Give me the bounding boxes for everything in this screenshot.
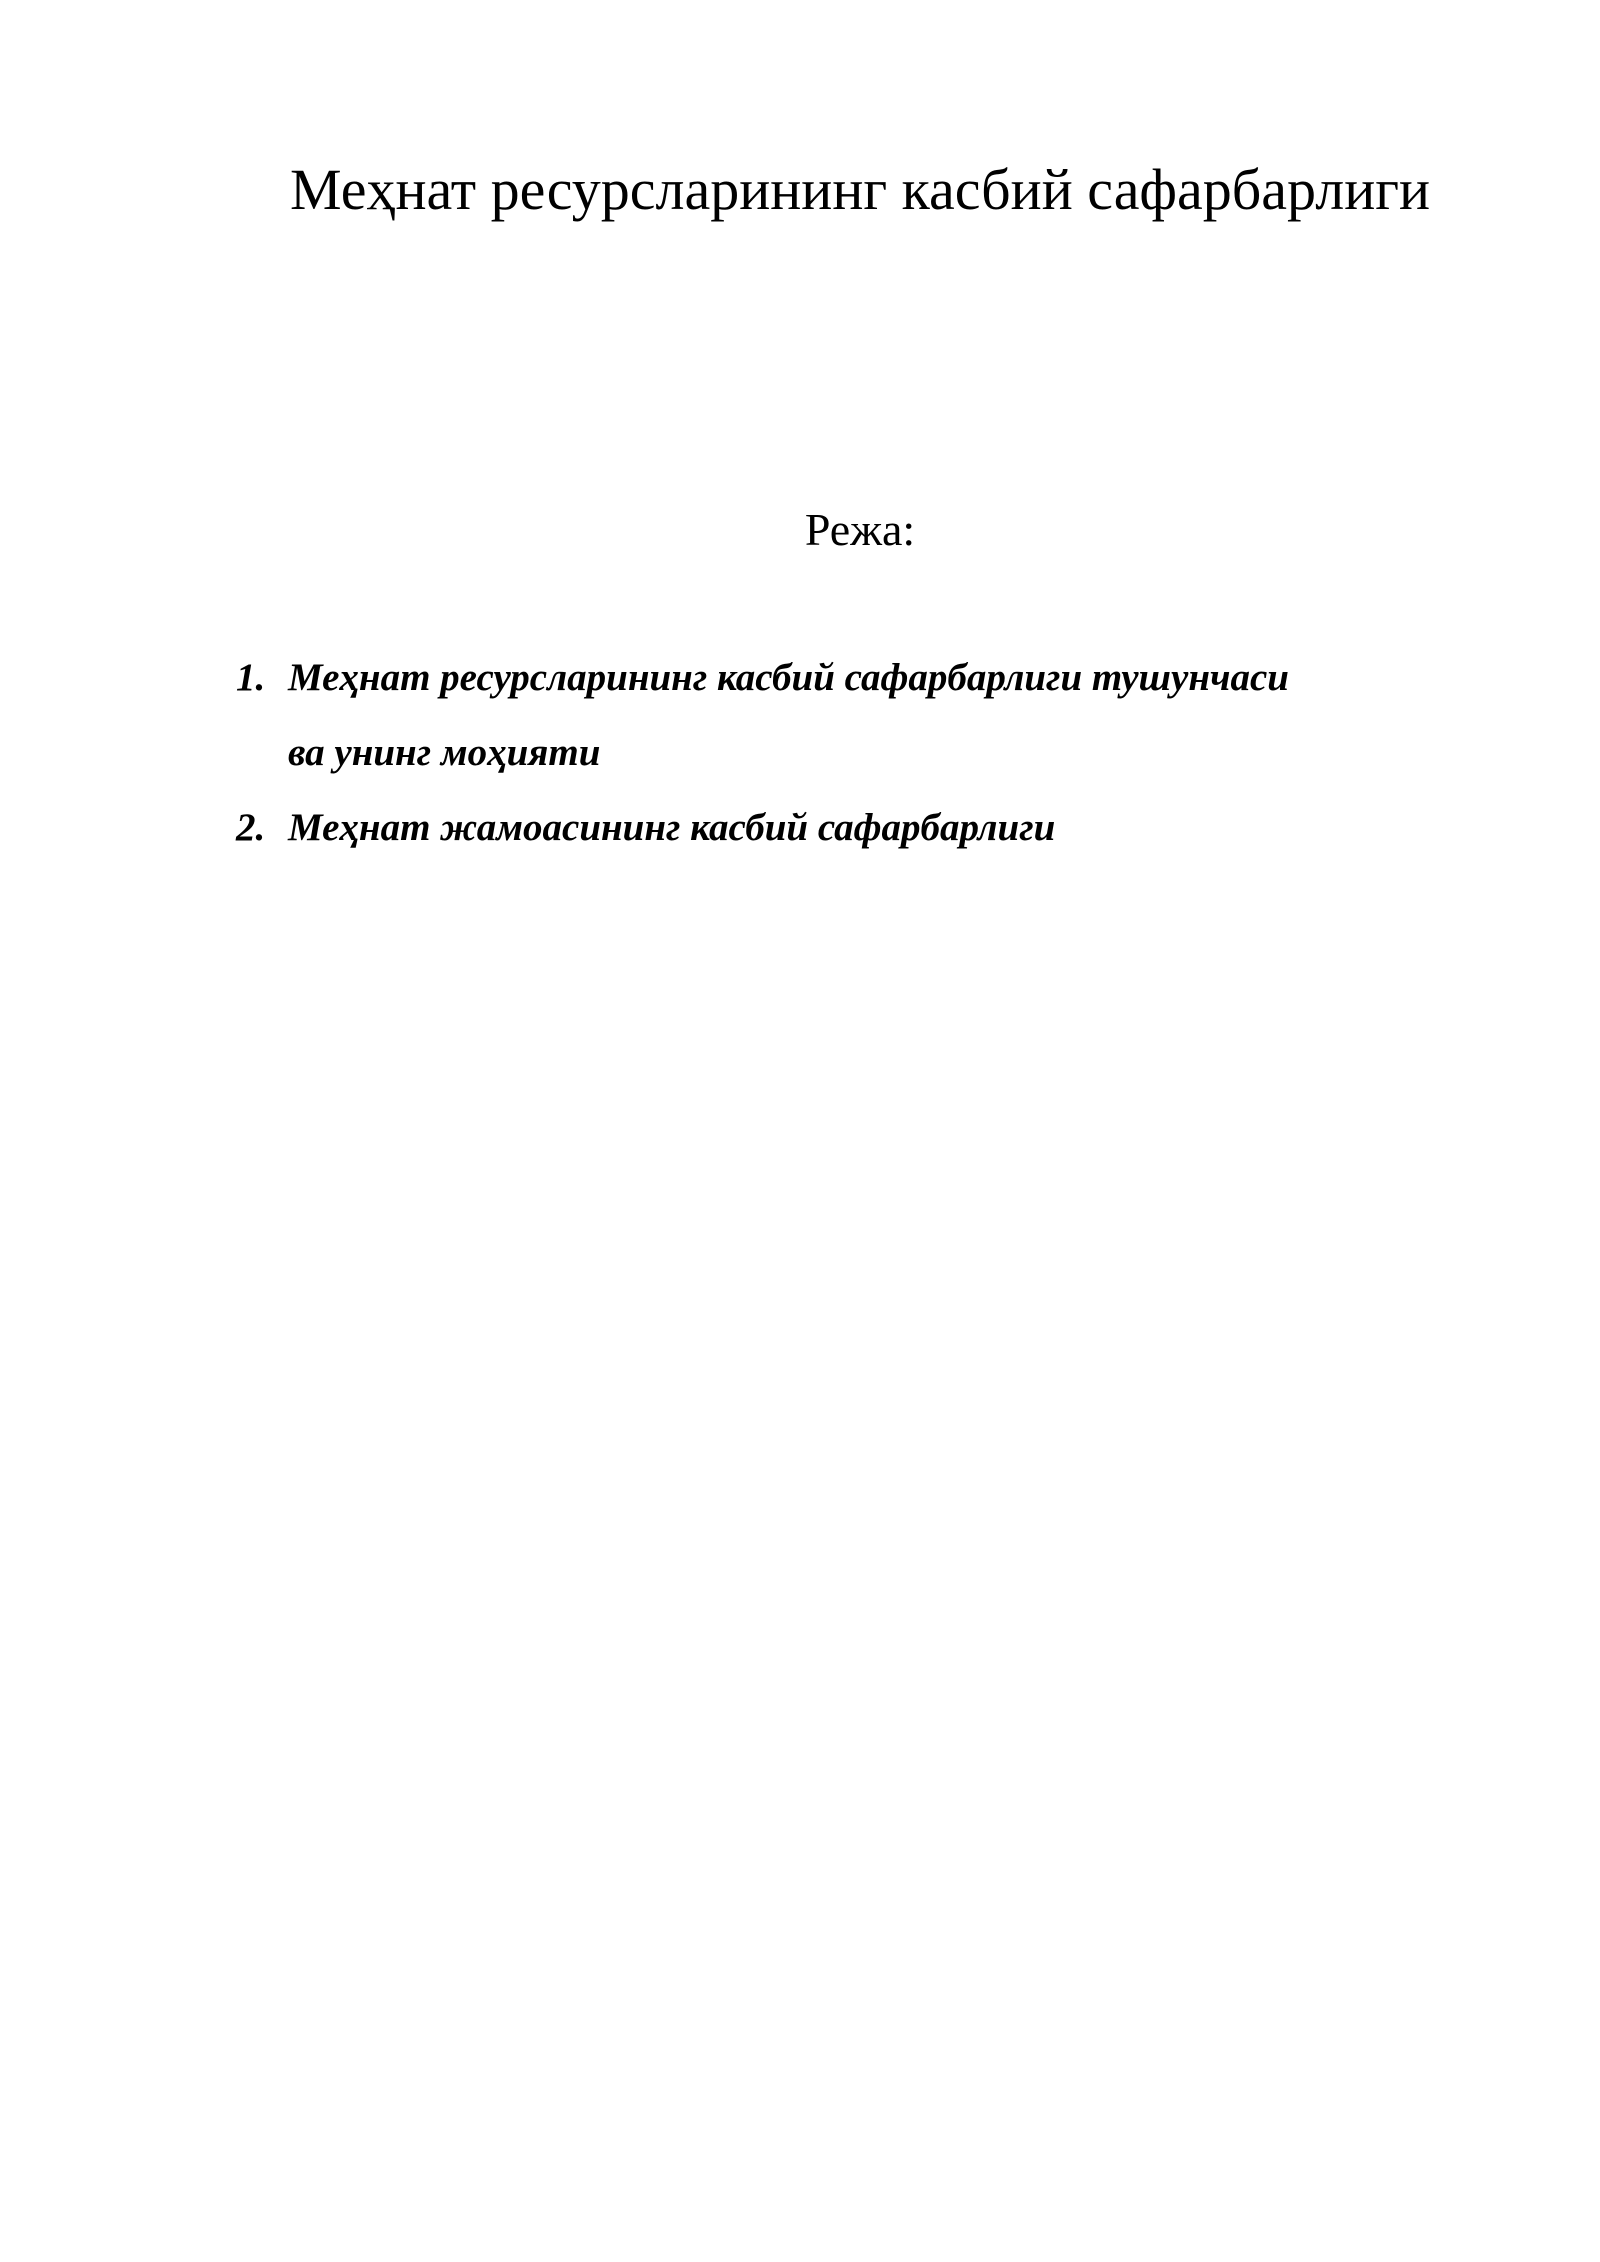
plan-item-2: [236, 790, 1436, 865]
plan-item-text-line1: Меҳнат жамоасининг касбий сафарбарлиги: [288, 806, 1056, 849]
plan-item-number: 1.: [236, 656, 266, 699]
plan-item-1: [236, 640, 1436, 790]
document-title: Меҳнат ресурсларининг касбий сафарбарлиги: [289, 157, 1431, 222]
plan-item-text-line1: Меҳнат ресурсларининг касбий сафарбарлиги тушунчаси: [288, 656, 1289, 699]
plan-heading: Режа:: [804, 504, 916, 555]
plan-list: [236, 640, 1436, 865]
plan-item-number: 2.: [236, 806, 266, 849]
plan-item-text-line2: ва унинг моҳияти: [288, 731, 601, 774]
